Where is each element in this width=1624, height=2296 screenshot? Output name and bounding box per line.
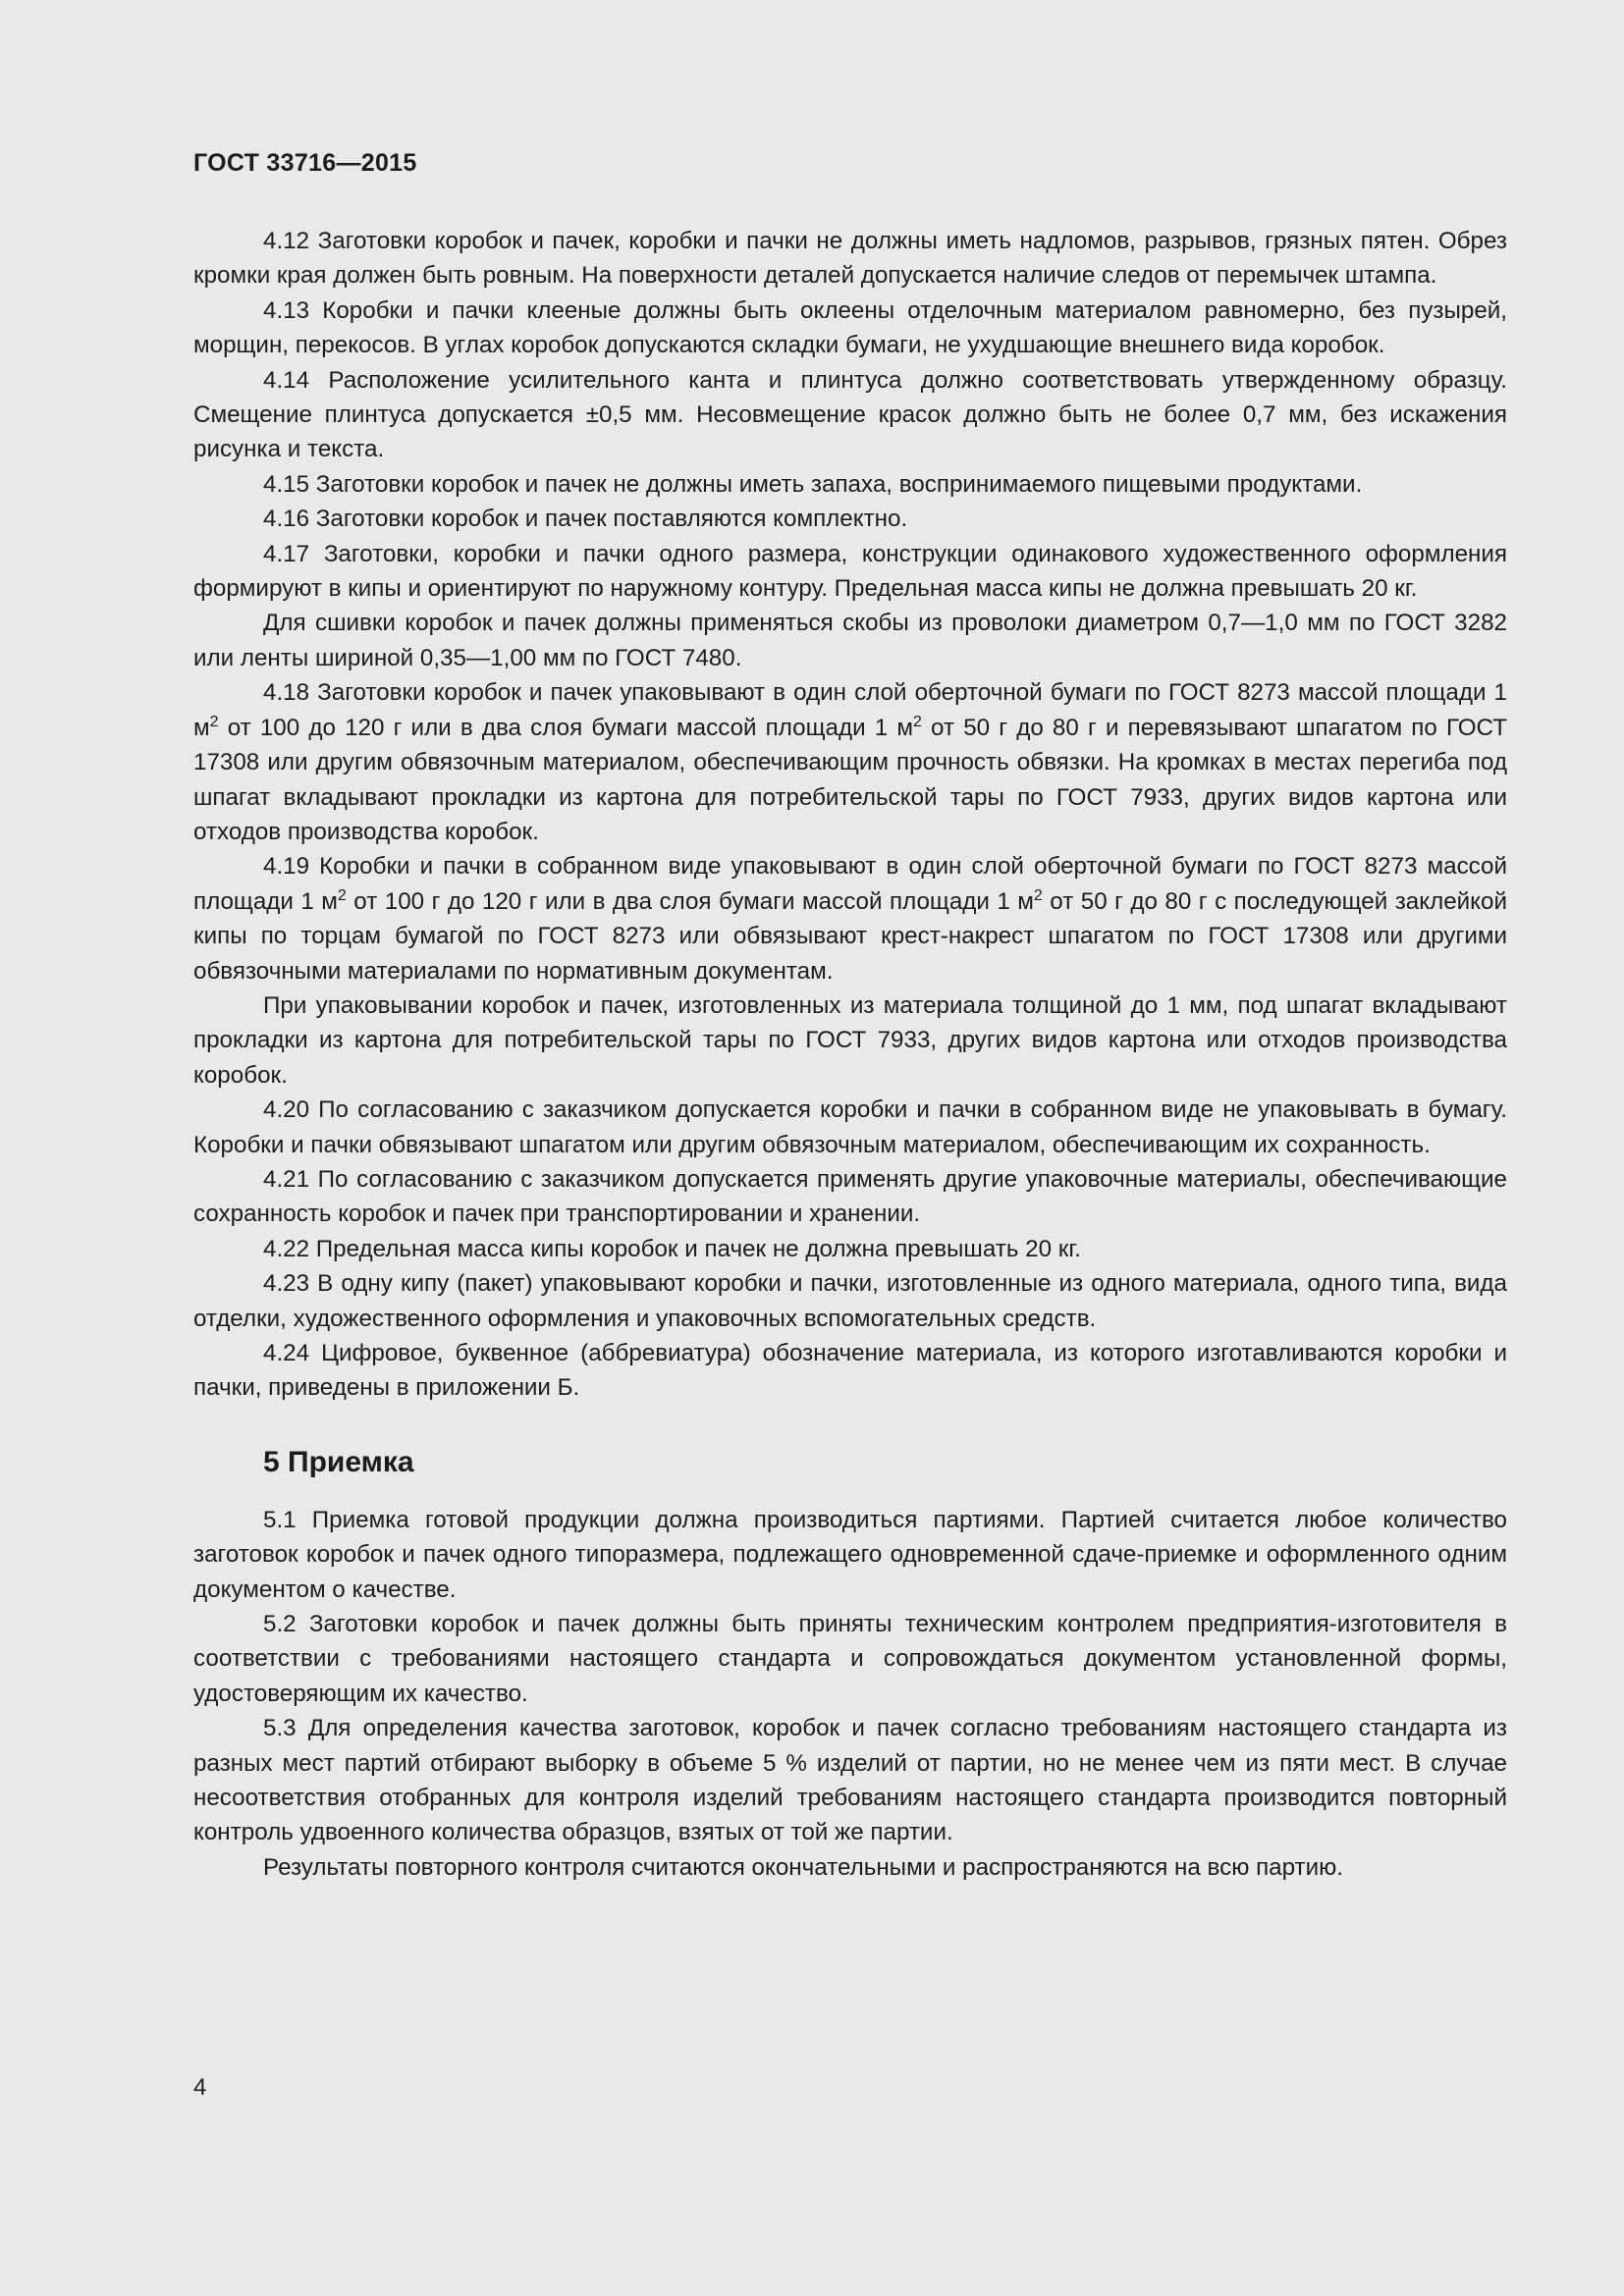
page-number: 4 — [193, 2074, 207, 2101]
paragraph-4-18-part-c: от 50 г до 80 г и перевязывают шпагатом по ГОСТ 17308 или другим обвязочным материалом, обеспечивающим прочность обвязки. На кромках в местах перегиба под шпагат вкладывают прокладки из картона для потребительской тары по ГОСТ 7933, других видов картона или отходов производства коробок. — [193, 714, 1507, 845]
paragraph-4-23: 4.23 В одну кипу (пакет) упаковывают коробки и пачки, изготовленные из одного материала, одного типа, вида отделки, художественного оформления и упаковочных вспомогательных средств. — [193, 1270, 1507, 1332]
superscript-2: 2 — [337, 886, 347, 904]
paragraph-5-3-results: Результаты повторного контроля считаются окончательными и распространяются на всю партию. — [263, 1853, 1343, 1881]
paragraph-5-3: 5.3 Для определения качества заготовок, коробок и пачек согласно требованиям настоящего стандарта из разных мест партий отбирают выборку в объеме 5 % изделий от партии, но не менее чем из пяти мест. В случае несоответствия отобранных для контроля изделий требованиям настоящего стандарта производится повторный контроль удвоенного количества образцов, взятых от той же партии. — [193, 1715, 1507, 1846]
paragraph-4-13: 4.13 Коробки и пачки клееные должны быть оклеены отделочным материалом равномерно, без пузырей, морщин, перекосов. В углах коробок допускаются складки бумаги, не ухудшающие внешнего вида коробок. — [193, 296, 1507, 359]
paragraph-4-16: 4.16 Заготовки коробок и пачек поставляются комплектно. — [263, 506, 908, 533]
paragraph-4-19-part-b: от 100 г до 120 г или в два слоя бумаги массой площади 1 м — [346, 887, 1034, 915]
paragraph-4-20: 4.20 По согласованию с заказчиком допускается коробки и пачки в собранном виде не упаковывать в бумагу. Коробки и пачки обвязывают шпагатом или другим обвязочным материалом, обеспечивающим их сохранность. — [193, 1096, 1507, 1158]
paragraph-4-21: 4.21 По согласованию с заказчиком допускается применять другие упаковочные материалы, обеспечивающие сохранность коробок и пачек при транспортировании и хранении. — [193, 1165, 1507, 1228]
paragraph-4-19 — [193, 849, 1507, 988]
paragraph-4-15: 4.15 Заготовки коробок и пачек не должны иметь запаха, воспринимаемого пищевыми продуктами. — [263, 470, 1363, 498]
paragraph-4-12: 4.12 Заготовки коробок и пачек, коробки и пачки не должны иметь надломов, разрывов, грязных пятен. Обрез кромки края должен быть ровным. На поверхности деталей допускается наличие следов от перемычек штампа. — [193, 228, 1507, 290]
paragraph-4-22: 4.22 Предельная масса кипы коробок и пачек не должна превышать 20 кг. — [263, 1235, 1081, 1262]
section-title-acceptance: 5 Приемка — [263, 1445, 414, 1478]
paragraph-4-24: 4.24 Цифровое, буквенное (аббревиатура) обозначение материала, из которого изготавливаются коробки и пачки, приведены в приложении Б. — [193, 1340, 1507, 1402]
paragraph-4-18-part-b: от 100 до 120 г или в два слоя бумаги массой площади 1 м — [218, 714, 913, 741]
document-header: ГОСТ 33716—2015 — [193, 149, 417, 177]
paragraph-4-18-part-a: 4.18 Заготовки коробок и пачек упаковывают в один слой оберточной бумаги по ГОСТ 8273 массой площади 1 м — [193, 679, 1507, 741]
superscript-2: 2 — [1033, 886, 1043, 904]
paragraph-5-1: 5.1 Приемка готовой продукции должна производиться партиями. Партией считается любое количество заготовок коробок и пачек одного типоразмера, подлежащего одновременной сдаче-приемке и оформленного одним документом о качестве. — [193, 1506, 1507, 1603]
superscript-2: 2 — [912, 713, 922, 730]
paragraph-4-19-part-a: 4.19 Коробки и пачки в собранном виде упаковывают в один слой оберточной бумаги по ГОСТ 8273 массой площади 1 м — [193, 853, 1507, 915]
superscript-2: 2 — [209, 713, 219, 730]
document-body — [193, 224, 1507, 1885]
paragraph-4-19-part-c: от 50 г до 80 г с последующей заклейкой кипы по торцам бумагой по ГОСТ 8273 или обвязывают крест-накрест шпагатом по ГОСТ 17308 или другими обвязочными материалами по нормативным документам. — [193, 887, 1507, 985]
paragraph-4-18 — [193, 675, 1507, 849]
paragraph-5-2: 5.2 Заготовки коробок и пачек должны быть приняты техническим контролем предприятия-изготовителя в соответствии с требованиями настоящего стандарта и сопровождаться документом установленной формы, удостоверяющим их качество. — [193, 1611, 1507, 1707]
paragraph-4-14: 4.14 Расположение усилительного канта и плинтуса должно соответствовать утвержденному образцу. Смещение плинтуса допускается ±0,5 мм. Несовмещение красок должно быть не более 0,7 мм, без искажения рисунка и текста. — [193, 366, 1507, 463]
paragraph-4-17-stitching: Для сшивки коробок и пачек должны применяться скобы из проволоки диаметром 0,7—1,0 мм по ГОСТ 3282 или ленты шириной 0,35—1,00 мм по ГОСТ 7480. — [193, 610, 1507, 671]
paragraph-4-19-thin-material: При упаковывании коробок и пачек, изготовленных из материала толщиной до 1 мм, под шпагат вкладывают прокладки из картона для потребительской тары по ГОСТ 7933, других видов картона или отходов производства коробок. — [193, 991, 1507, 1089]
paragraph-4-17: 4.17 Заготовки, коробки и пачки одного размера, конструкции одинакового художественного оформления формируют в кипы и ориентируют по наружному контуру. Предельная масса кипы не должна превышать 20 кг. — [193, 540, 1507, 603]
